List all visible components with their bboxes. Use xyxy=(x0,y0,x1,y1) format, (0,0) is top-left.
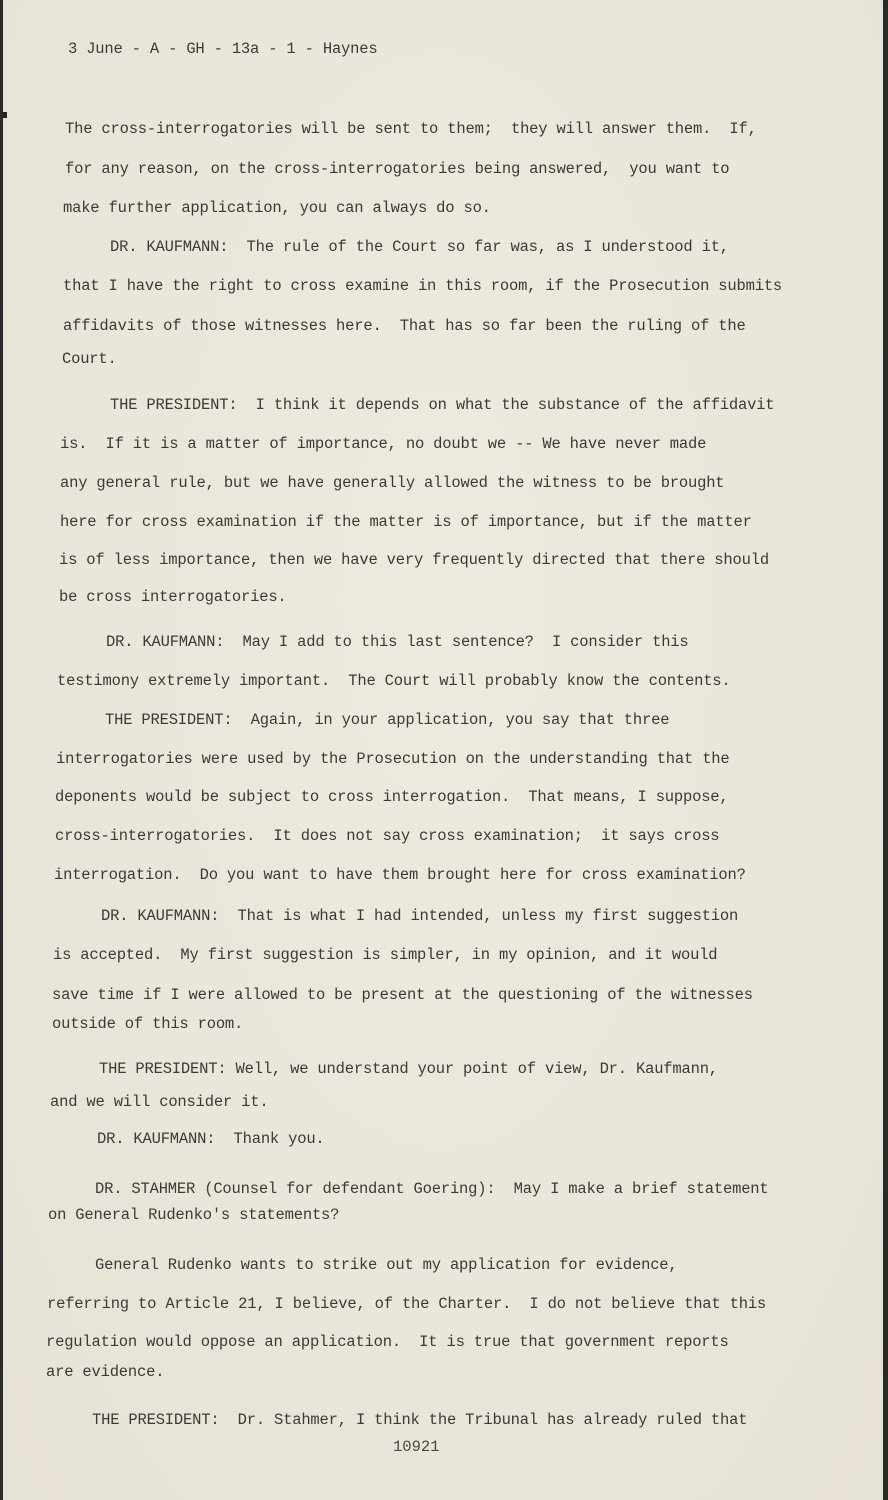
transcript-line: any general rule, but we have generally allowed the witness to be brought xyxy=(60,474,725,492)
transcript-line: and we will consider it. xyxy=(50,1093,269,1111)
transcript-line: THE PRESIDENT: Again, in your application, you say that three xyxy=(105,711,670,729)
binding-mark xyxy=(3,112,7,118)
transcript-line: deponents would be subject to cross interrogation. That means, I suppose, xyxy=(55,788,729,806)
transcript-line: affidavits of those witnesses here. That has so far been the ruling of the xyxy=(63,317,746,335)
transcript-line: THE PRESIDENT: Well, we understand your point of view, Dr. Kaufmann, xyxy=(99,1060,718,1078)
transcript-line: DR. KAUFMANN: Thank you. xyxy=(97,1130,325,1148)
page-header: 3 June - A - GH - 13a - 1 - Haynes xyxy=(68,40,378,58)
transcript-line: THE PRESIDENT: I think it depends on what the substance of the affidavit xyxy=(110,396,775,414)
transcript-line: interrogation. Do you want to have them brought here for cross examination? xyxy=(54,866,746,884)
transcript-line: testimony extremely important. The Court will probably know the contents. xyxy=(57,672,731,690)
transcript-line: regulation would oppose an application. It is true that government reports xyxy=(46,1333,729,1351)
transcript-line: is of less importance, then we have very frequently directed that there should xyxy=(59,551,769,569)
transcript-line: on General Rudenko's statements? xyxy=(48,1206,340,1224)
transcript-line: referring to Article 21, I believe, of the Charter. I do not believe that this xyxy=(47,1295,767,1313)
transcript-line: Court. xyxy=(62,350,117,368)
transcript-line: DR. KAUFMANN: That is what I had intended, unless my first suggestion xyxy=(101,907,739,925)
transcript-line: is. If it is a matter of importance, no doubt we -- We have never made xyxy=(60,435,707,453)
transcript-line: are evidence. xyxy=(46,1363,165,1381)
transcript-line: for any reason, on the cross-interrogatories being answered, you want to xyxy=(65,160,730,178)
page-number: 10921 xyxy=(393,1438,440,1456)
transcript-line: DR. STAHMER (Counsel for defendant Goering): May I make a brief statement xyxy=(95,1180,769,1198)
transcript-line: DR. KAUFMANN: The rule of the Court so far was, as I understood it, xyxy=(110,238,729,256)
transcript-line: is accepted. My first suggestion is simpler, in my opinion, and it would xyxy=(53,946,718,964)
transcript-line: cross-interrogatories. It does not say cross examination; it says cross xyxy=(55,827,720,845)
transcript-line: DR. KAUFMANN: May I add to this last sentence? I consider this xyxy=(106,633,689,651)
transcript-line: outside of this room. xyxy=(52,1015,244,1033)
transcript-line: The cross-interrogatories will be sent to them; they will answer them. If, xyxy=(65,120,757,138)
transcript-line: that I have the right to cross examine in this room, if the Prosecution submits xyxy=(63,277,783,295)
transcript-line: make further application, you can always do so. xyxy=(63,199,491,217)
transcript-line: be cross interrogatories. xyxy=(59,588,287,606)
transcript-line: interrogatories were used by the Prosecution on the understanding that the xyxy=(56,750,730,768)
transcript-line: THE PRESIDENT: Dr. Stahmer, I think the Tribunal has already ruled that xyxy=(92,1411,748,1429)
transcript-line: save time if I were allowed to be present at the questioning of the witnesses xyxy=(52,986,753,1004)
document-page xyxy=(3,0,883,1500)
transcript-line: General Rudenko wants to strike out my application for evidence, xyxy=(95,1256,678,1274)
transcript-line: here for cross examination if the matter is of importance, but if the matter xyxy=(60,513,752,531)
